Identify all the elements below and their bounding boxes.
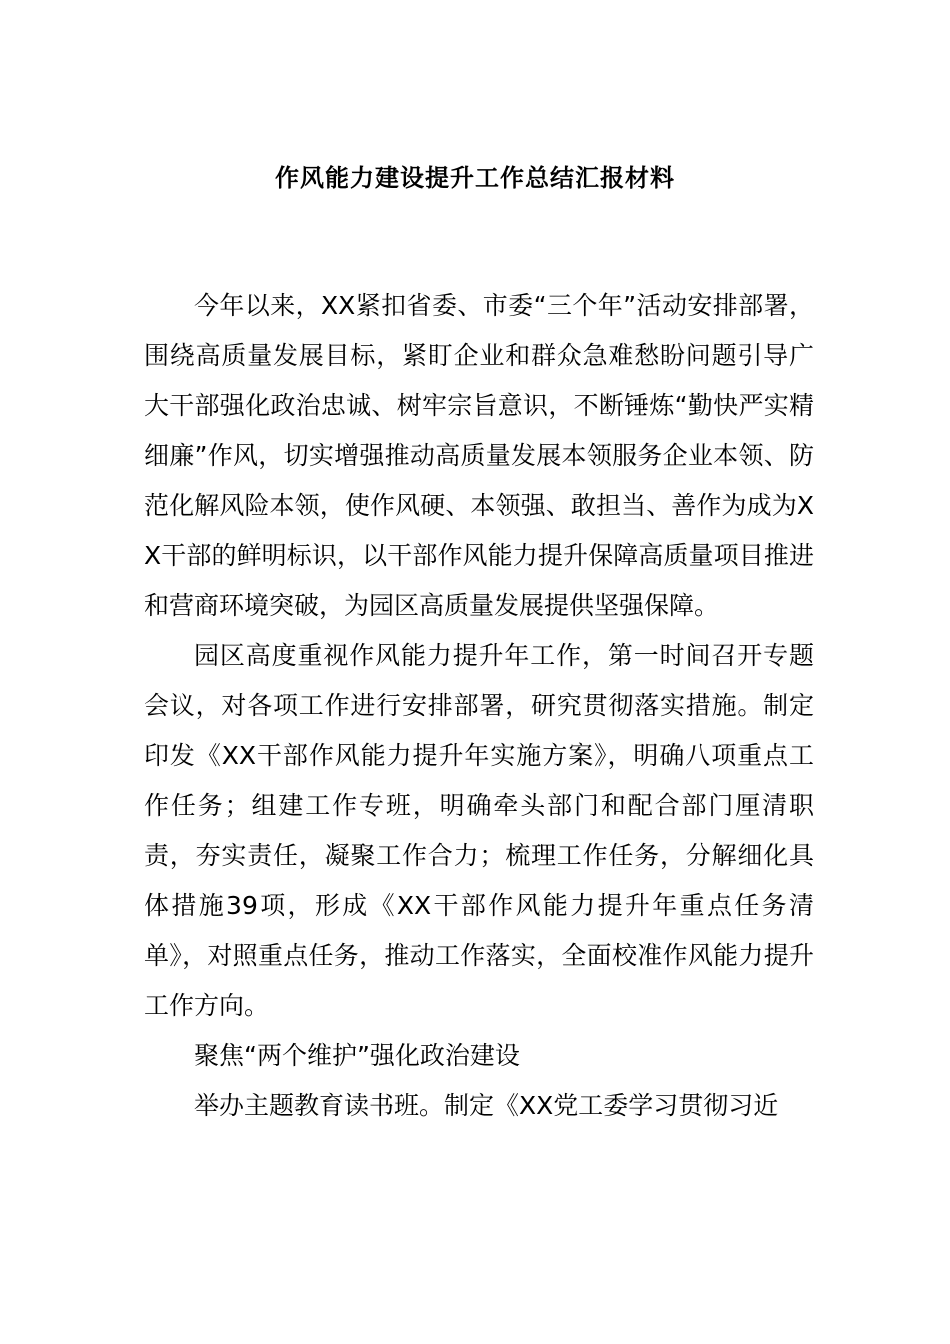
body-paragraph-study: 举办主题教育读书班。制定《XX党工委学习贯彻习近 [194,1091,779,1120]
document-title: 作风能力建设提升工作总结汇报材料 [275,164,675,192]
document-body [144,281,814,1131]
body-paragraph-intro: 今年以来，XX紧扣省委、市委“三个年”活动安排部署，围绕高质量发展目标，紧盯企业和群众急难愁盼问题引导广大干部强化政治忠诚、树牢宗旨意识，不断锤炼“勤快严实精细廉”作风，切实增强推动高质量发展本领服务企业本领、防范化解风险本领，使作风硬、本领强、敢担当、善作为成为XX干部的鲜明标识，以干部作风能力提升保障高质量项目推进和营商环境突破，为园区高质量发展提供坚强保障。 [144,291,814,620]
body-paragraph-work: 园区高度重视作风能力提升年工作，第一时间召开专题会议，对各项工作进行安排部署，研究贯彻落实措施。制定印发《XX干部作风能力提升年实施方案》，明确八项重点工作任务；组建工作专班，明确牵头部门和配合部门厘清职责，夯实责任，凝聚工作合力；梳理工作任务，分解细化具体措施39项，形成《XX干部作风能力提升年重点任务清单》，对照重点任务，推动工作落实，全面校准作风能力提升工作方向。 [144,641,814,1020]
section-heading-political: 聚焦“两个维护”强化政治建设 [194,1041,520,1070]
